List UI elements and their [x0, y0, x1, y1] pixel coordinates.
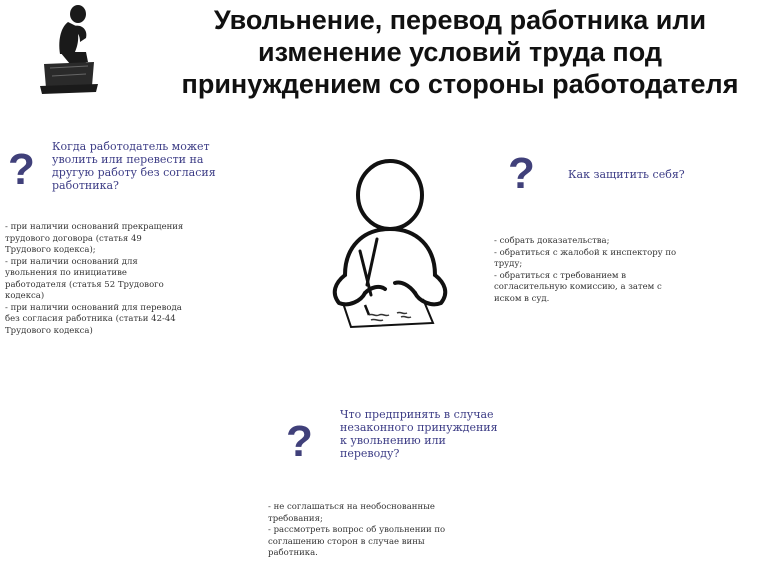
block3-answer [268, 502, 558, 560]
block2-question [568, 168, 768, 181]
block3-answer-line: работника. [268, 548, 318, 558]
question-mark-icon: ? [8, 145, 35, 194]
page-title [150, 4, 770, 100]
block3-question-line: к увольнению или [340, 434, 446, 447]
question-mark-icon: ? [508, 149, 535, 198]
title-line-1: Увольнение, перевод работника или [213, 5, 707, 35]
block1-answer-line: - при наличии оснований для [5, 256, 138, 267]
block2-answer-line: - собрать доказательства; [494, 236, 610, 246]
block2-answer-line: согласительную комиссию, а затем с [494, 282, 662, 292]
block1-question [52, 140, 292, 192]
block3-answer-line: - не соглашаться на необоснованные [268, 502, 435, 512]
block1-answer-line: без согласия работника (статьи 42-44 [5, 314, 176, 324]
block3-answer-line: соглашению сторон в случае вины [268, 536, 425, 547]
question-mark-icon: ? [286, 417, 313, 466]
block3-answer-line: требования; [268, 513, 323, 524]
block1-answer-line: Трудового кодекса); [5, 245, 96, 255]
block1-question-line: уволить или перевести на [52, 153, 204, 166]
block1-answer-line: трудового договора (статья 49 [5, 233, 142, 244]
block2-question-line: Как защитить себя? [568, 168, 685, 181]
block1-answer-line: - при наличии оснований для перевода [5, 302, 182, 313]
block1-answer-line: работодателя (статья 52 Трудового [5, 279, 164, 290]
block1-answer-line: кодекса) [5, 291, 45, 301]
block2-answer-line: - обратиться с жалобой к инспектору по [494, 247, 677, 258]
thinker-statue-icon [30, 2, 110, 94]
title-line-3: принуждением со стороны работодателя [181, 69, 739, 99]
block2-answer [494, 236, 770, 305]
block2-answer-line: - обратиться с требованием в [494, 270, 627, 281]
block3-question-line: переводу? [340, 447, 400, 460]
title-line-2: изменение условий труда под [258, 37, 662, 67]
block1-question-line: другую работу без согласия [52, 166, 216, 179]
block3-answer-line: - рассмотреть вопрос об увольнении по [268, 525, 446, 535]
block2-answer-line: иском в суд. [494, 293, 550, 304]
block1-question-line: Когда работодатель может [52, 140, 210, 153]
block1-question-line: работника? [52, 179, 119, 192]
block1-answer [5, 222, 295, 337]
block3-question [340, 408, 580, 460]
block3-question-line: незаконного принуждения [340, 421, 498, 434]
person-writing-icon [305, 155, 475, 335]
block1-answer-line: увольнения по инициативе [5, 268, 127, 278]
block3-question-line: Что предпринять в случае [340, 408, 494, 421]
block1-answer-line: Трудового кодекса) [5, 325, 93, 336]
block1-answer-line: - при наличии оснований прекращения [5, 222, 184, 232]
block2-answer-line: труду; [494, 259, 523, 269]
